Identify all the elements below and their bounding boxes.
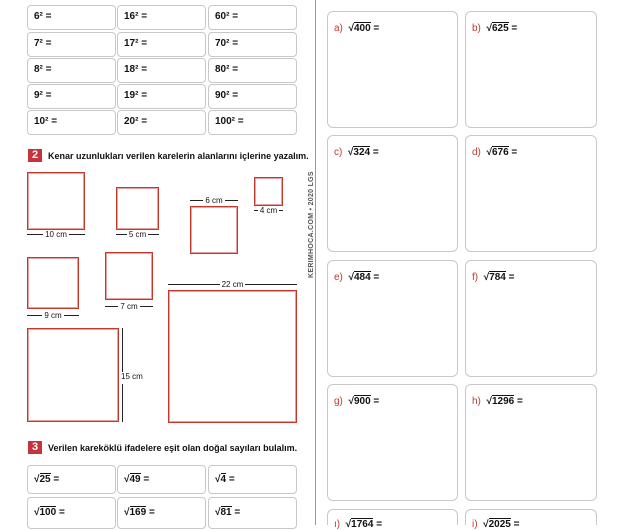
dimension-line [122,384,123,422]
power-cell[interactable] [117,110,206,135]
question-label: g) √900 = [334,396,380,407]
power-expr: 7² = [34,38,52,49]
question-letter: d) [472,147,481,158]
power-expr: 70² = [215,38,239,49]
question-letter: a) [334,23,343,34]
question-letter: i) [472,519,478,530]
watermark: KERIMHOCA.COM • 2020 LGS [308,171,315,278]
section-3-heading: Verilen kareköklü ifadelere eşit olan doğal sayıları bulalım. [48,443,298,453]
root-expr: √81 = [215,507,241,518]
radicand: 100 [39,507,57,518]
answer-box-e[interactable] [327,260,458,377]
dimension-label: 9 cm [44,311,62,320]
dimension-label: 10 cm [45,230,67,239]
power-cell[interactable] [117,5,206,30]
dimension-label: 7 cm [120,302,138,311]
power-cell[interactable] [27,32,116,57]
square-6cm[interactable] [190,206,238,254]
radicand: 676 [491,147,509,158]
section-3-badge: 3 [28,441,42,454]
answer-box-f[interactable] [465,260,597,377]
power-cell[interactable] [208,110,297,135]
radicand: 484 [353,272,371,283]
dimension-label: 6 cm [205,196,223,205]
square-5cm[interactable] [116,187,159,230]
power-cell[interactable] [117,58,206,83]
page-divider [315,0,316,525]
question-label: f) √784 = [472,272,515,283]
power-cell[interactable] [117,32,206,57]
square-4cm[interactable] [254,177,283,206]
question-letter: ı) [334,519,341,530]
power-cell[interactable] [27,5,116,30]
power-expr: 17² = [124,38,148,49]
radicand: 324 [353,147,371,158]
question-label: i) √2025 = [472,519,520,530]
root-cell[interactable] [117,497,206,529]
question-letter: g) [334,396,343,407]
question-label: ı) √1764 = [334,519,383,530]
root-expr: √100 = [34,507,65,518]
square-9cm[interactable] [27,257,79,309]
question-letter: b) [472,23,481,34]
root-expr: √25 = [34,474,60,485]
question-label: b) √625 = [472,23,518,34]
question-label: a) √400 = [334,23,380,34]
dimension-4cm [254,206,283,215]
radicand: 25 [39,474,51,485]
power-expr: 16² = [124,11,148,22]
question-label: c) √324 = [334,147,379,158]
radicand: 1296 [491,396,515,407]
radicand: 81 [220,507,232,518]
radicand: 900 [353,396,371,407]
dimension-9cm [27,311,79,320]
question-letter: h) [472,396,481,407]
power-expr: 60² = [215,11,239,22]
question-label: d) √676 = [472,147,518,158]
question-letter: f) [472,272,479,283]
power-expr: 8² = [34,64,52,75]
power-expr: 10² = [34,116,58,127]
answer-box-g[interactable] [327,384,458,501]
root-cell[interactable] [208,465,297,494]
dimension-label: 22 cm [221,280,244,289]
answer-box-i-dotless[interactable] [327,509,458,530]
radicand: 169 [129,507,147,518]
dimension-22cm [168,280,297,289]
dimension-label: 5 cm [128,230,147,239]
power-cell[interactable] [27,58,116,83]
question-label: h) √1296 = [472,396,523,407]
power-expr: 6² = [34,11,52,22]
answer-box-c[interactable] [327,135,458,252]
power-cell[interactable] [27,110,116,135]
power-expr: 9² = [34,90,52,101]
radicand: 400 [353,23,371,34]
dimension-6cm [190,196,238,205]
question-letter: c) [334,147,343,158]
radicand: 49 [129,474,141,485]
power-cell[interactable] [208,5,297,30]
radicand: 625 [491,23,509,34]
question-label: e) √484 = [334,272,380,283]
dimension-15cm: 15 cm [121,372,143,381]
power-expr: 18² = [124,64,148,75]
radicand: 4 [220,474,227,485]
radicand: 1764 [351,519,374,530]
power-expr: 19² = [124,90,148,101]
radicand: 784 [489,272,506,283]
section-2-heading: Kenar uzunlukları verilen karelerin alanlarını içlerine yazalım. [48,151,309,161]
root-expr: √49 = [124,474,150,485]
root-cell[interactable] [208,497,297,529]
dimension-label: 4 cm [259,206,278,215]
square-10cm[interactable] [27,172,85,230]
section-2-badge: 2 [28,149,42,162]
answer-box-i[interactable] [465,509,597,530]
dimension-5cm [116,230,159,239]
answer-box-d[interactable] [465,135,597,252]
square-7cm[interactable] [105,252,153,300]
answer-box-h[interactable] [465,384,597,501]
root-cell[interactable] [27,497,116,529]
power-expr: 100² = [215,116,244,127]
power-cell[interactable] [117,84,206,109]
radicand: 2025 [488,519,511,530]
power-expr: 20² = [124,116,148,127]
power-cell[interactable] [208,32,297,57]
answer-box-a[interactable] [327,11,458,128]
power-cell[interactable] [208,58,297,83]
power-cell[interactable] [27,84,116,109]
root-cell[interactable] [27,465,116,494]
question-letter: e) [334,272,343,283]
power-cell[interactable] [208,84,297,109]
dimension-line [122,328,123,372]
dimension-7cm [105,302,153,311]
square-22cm[interactable] [168,290,297,423]
root-cell[interactable] [117,465,206,494]
dimension-10cm [27,230,85,239]
power-expr: 80² = [215,64,239,75]
root-expr: √169 = [124,507,155,518]
answer-box-b[interactable] [465,11,597,128]
root-expr: √4 = [215,474,235,485]
square-15cm[interactable] [27,328,119,422]
power-expr: 90² = [215,90,239,101]
